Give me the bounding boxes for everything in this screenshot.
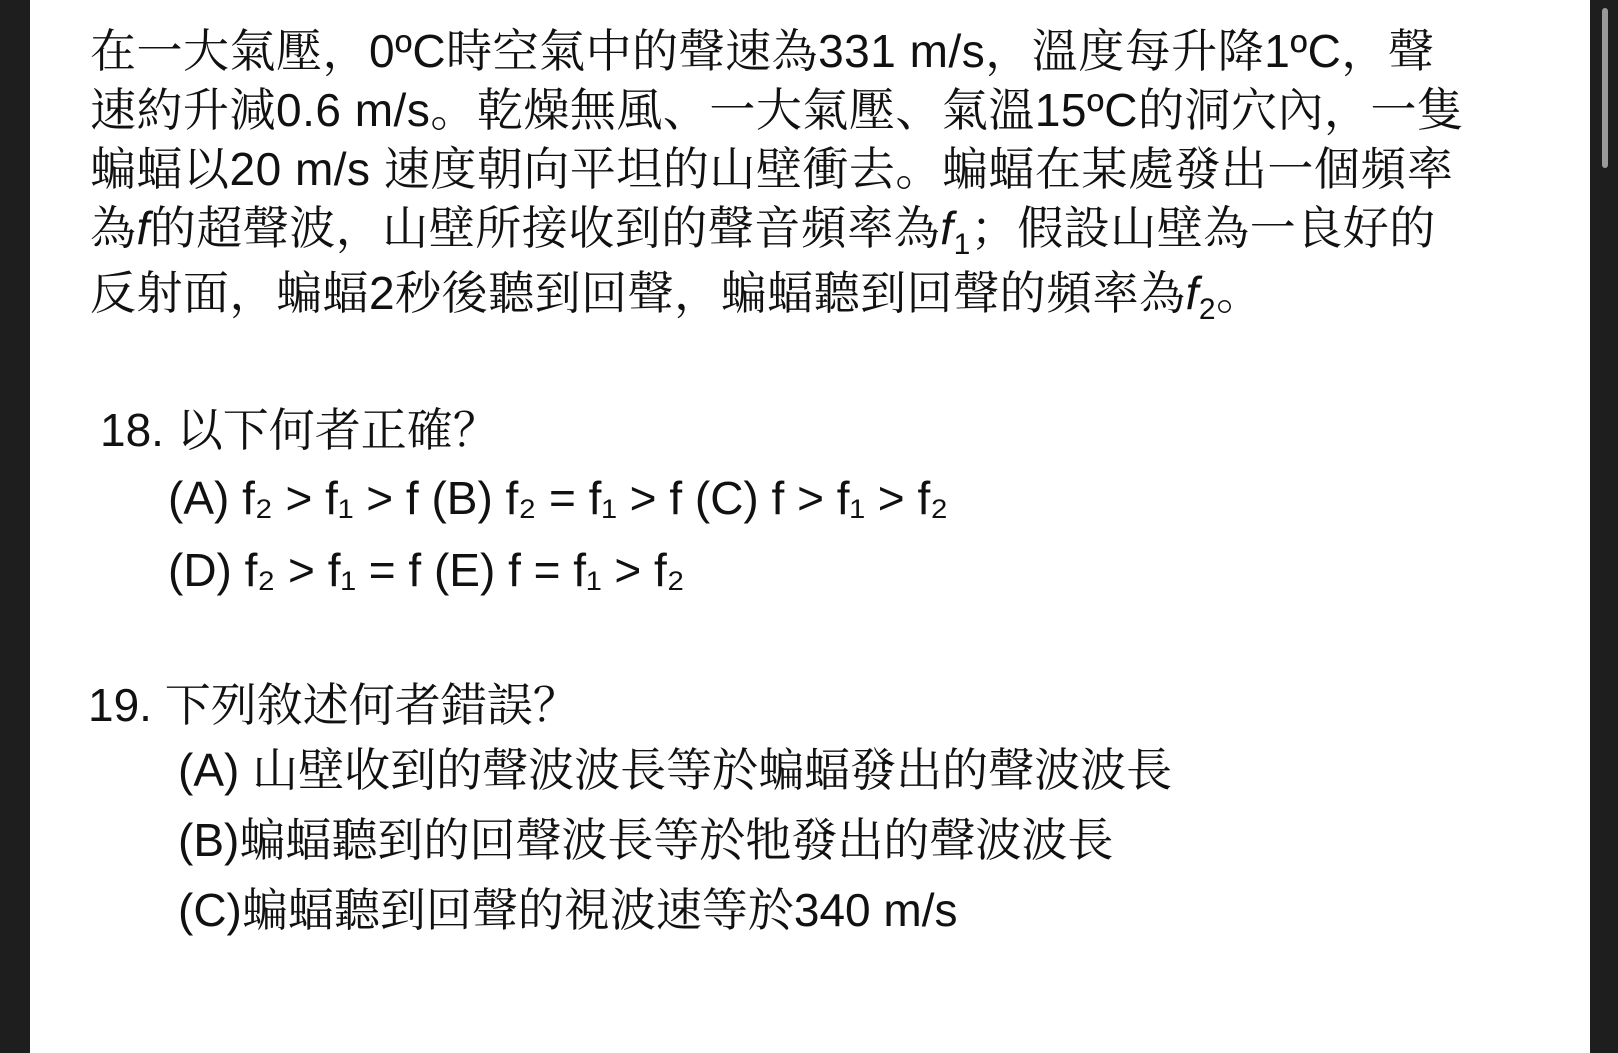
document-page (30, 0, 1590, 1053)
scrollbar-thumb[interactable] (1602, 8, 1608, 168)
question-19-option-c: (C)蝙蝠聽到回聲的視波速等於340 m/s (178, 884, 958, 936)
question-19-option-b: (B)蝙蝠聽到的回聲波長等於牠發出的聲波波長 (178, 814, 1114, 866)
question-18-option-line-2: (D) f₂ > f₁ = f (E) f = f₁ > f₂ (168, 544, 685, 596)
passage-line-3: 蝙蝠以20 m/s 速度朝向平坦的山壁衝去。蝙蝠在某處發出一個頻率 (90, 143, 1454, 195)
problem-passage (90, 22, 1580, 329)
passage-line-1: 在一大氣壓，0ºC時空氣中的聲速為331 m/s，溫度每升降1ºC，聲 (90, 25, 1435, 77)
vertical-scrollbar[interactable] (1590, 0, 1618, 1053)
passage-line-2: 速約升減0.6 m/s。乾燥無風、一大氣壓、氣溫15ºC的洞穴內，一隻 (90, 84, 1464, 136)
question-19-title: 19. 下列敘述何者錯誤？ (88, 679, 579, 731)
question-18 (100, 400, 499, 460)
question-19-option-a: (A) 山壁收到的聲波波長等於蝙蝠發出的聲波波長 (178, 744, 1173, 796)
question-19-options (178, 735, 1172, 945)
question-19 (88, 675, 579, 735)
question-18-options (168, 462, 948, 606)
passage-line-4: 為f的超聲波，山壁所接收到的聲音頻率為$f_1$；假設山壁為一良好的 (90, 202, 1436, 261)
question-18-option-line-1: (A) f₂ > f₁ > f (B) f₂ = f₁ > f (C) f > f₁ > f₂ (168, 472, 949, 524)
question-18-title: 18. 以下何者正確？ (100, 404, 499, 456)
passage-line-5: 反射面，蝙蝠2秒後聽到回聲，蝙蝠聽到回聲的頻率為$f_2$。 (90, 267, 1263, 326)
